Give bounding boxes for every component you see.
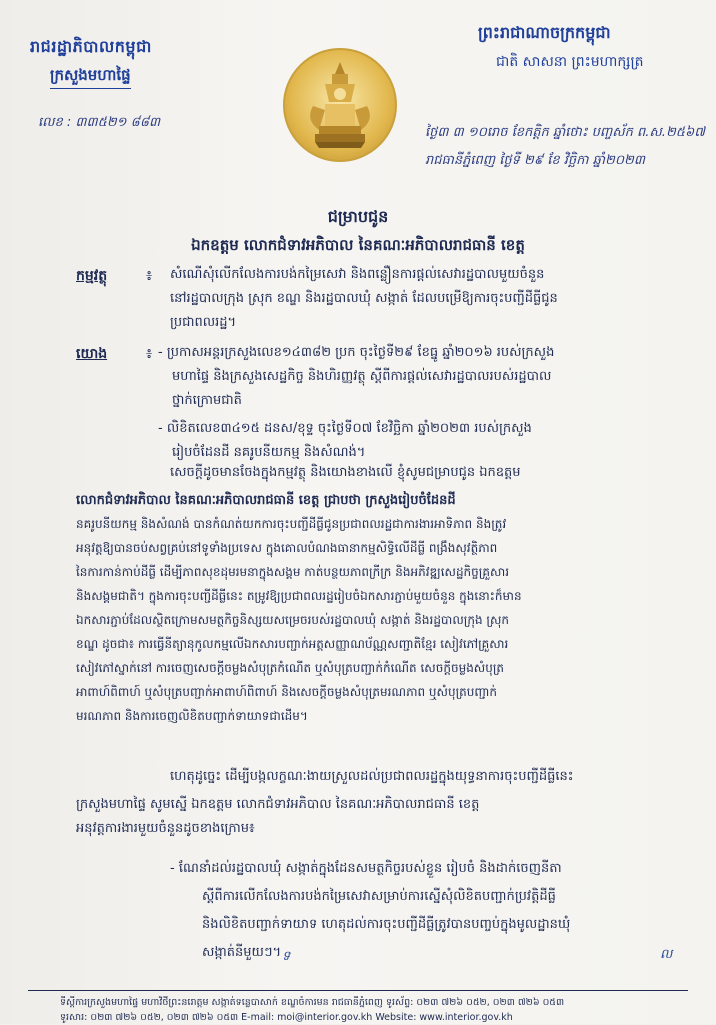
body-line: អនុវត្តឱ្យបានចប់សព្វគ្រប់នៅទូទាំងប្រទេស ក្នុងគោលបំណងធានាកម្មសិទ្ធិលើដីធ្លី ពង្រឹងសុវត្ថិភាព xyxy=(76,541,498,555)
body-line: នគរូបនីយកម្ម និងសំណង់ បានកំណត់យកការចុះបញ្ជីដីធ្លីជូនប្រជាពលរដ្ឋជាការងារអាទិភាព និងត្រូវ xyxy=(76,517,507,531)
reference-line: ថ្នាក់ក្រោមជាតិ xyxy=(172,393,242,408)
reference-number: លេខ : ៣៣៥២១ ៨៨៣ xyxy=(38,115,161,130)
body-line: នៃការកាន់កាប់ដីធ្លី ដើម្បីភាពសុខដុមរមនាក្នុងសង្គម កាត់បន្ថយភាពក្រីក្រ និងអភិវឌ្ឍសេដ្ឋកិច្ចគ្រួសារ xyxy=(76,565,510,579)
body-line: ហេតុដូច្នេះ ដើម្បីបង្កលក្ខណៈងាយស្រួលដល់ប្រជាពលរដ្ឋក្នុងយុទ្ធនាការចុះបញ្ជីដីធ្លីនេះ xyxy=(170,769,574,784)
subject-line: សំណើសុំលើកលែងការបង់កម្រៃសេវា និងពន្លឿនការផ្តល់សេវារដ្ឋបាលមួយចំនួន xyxy=(170,267,545,282)
bullet-line: សង្កាត់នីមួយៗ។ xyxy=(202,945,282,960)
government-name: រាជរដ្ឋាភិបាលកម្ពុជា xyxy=(30,37,152,56)
reference-line: - ប្រកាសអន្តរក្រសួងលេខ១៤៣៨២ ប្រក ចុះថ្ងៃទី២៩ ខែធ្នូ ឆ្នាំ២០១៦ របស់ក្រសួង xyxy=(158,345,555,360)
body-line: ក្រសួងមហាផ្ទៃ សូមស្នើ ឯកឧត្តម លោកជំទាវអភិបាល នៃគណៈអភិបាលរាជធានី ខេត្ត xyxy=(76,797,480,812)
body-line: និងសង្គមជាតិ។ ក្នុងការចុះបញ្ជីដីធ្លីនេះ តម្រូវឱ្យប្រជាពលរដ្ឋរៀបចំឯកសារភ្ជាប់មួយចំនួន ក្នុងនោះក៏មាន xyxy=(76,589,522,603)
body-line: សេចក្តីដូចមានចែងក្នុងកម្មវត្ថុ និងយោងខាងលើ ខ្ញុំសូមជម្រាបជូន ឯកឧត្តម xyxy=(170,465,521,480)
royal-emblem-icon xyxy=(285,50,395,160)
reference-line: រៀបចំដែនដី នគរូបនីយកម្ម និងសំណង់។ xyxy=(172,445,366,460)
ministry-name: ក្រសួងមហាផ្ទៃ xyxy=(50,66,131,89)
body-line: លោកជំទាវអភិបាល នៃគណៈអភិបាលរាជធានី ខេត្ត ជ្រាបថា ក្រសួងរៀបចំដែនដី xyxy=(76,493,456,508)
bullet-line: ស្តីពីការលើកលែងការបង់កម្រៃសេវាសម្រាប់ការស្នើសុំលិខិតបញ្ជាក់ប្រវត្តិដីធ្លី xyxy=(202,889,556,904)
subject-line: នៅរដ្ឋបាលក្រុង ស្រុក ខណ្ឌ និងរដ្ឋបាលឃុំ សង្កាត់ ដែលបម្រើឱ្យការចុះបញ្ជីដីធ្លីជូន xyxy=(170,291,558,306)
subject-line: ប្រជាពលរដ្ឋ។ xyxy=(170,315,237,330)
reference-label: យោង xyxy=(76,346,108,362)
footer-contact: ទូរសារ: ០២៣ ៧២៦ ០៥២, ០២៣ ៧២៦ ០៥៣ E-mail: moi@interior.gov.kh Website: www.interior.gov.kh xyxy=(60,1012,513,1023)
reference-colon: ៖ xyxy=(146,346,153,362)
national-motto: ជាតិ សាសនា ព្រះមហាក្សត្រ xyxy=(496,54,644,70)
body-line: អនុវត្តការងារមួយចំនួនដូចខាងក្រោម៖ xyxy=(76,821,255,836)
subject-label: កម្មវត្ថុ xyxy=(76,268,108,284)
footer-divider xyxy=(28,990,688,991)
body-line: ឯកសារភ្ជាប់ដែលស្ថិតក្រោមសមត្ថកិច្ចនិស្សយសម្រេចរបស់រដ្ឋបាលឃុំ សង្កាត់ និងរដ្ឋបាលក្រុង ស្រុក xyxy=(76,613,510,627)
footer-address: ទីស្តីការក្រសួងមហាផ្ទៃ មហាវិថីព្រះនរោត្តម សង្កាត់ទន្លេបាសាក់ ខណ្ឌចំការមន រាជធានីភ្នំពេញ ទូរស័ព្ទ: ០២៣ ៧២៦ ០៥២, ០២៣ ៧២៦ ០៥៣ xyxy=(60,997,565,1008)
bullet-line: - ណែនាំដល់រដ្ឋបាលឃុំ សង្កាត់ក្នុងដែនសមត្ថកិច្ចរបស់ខ្លួន រៀបចំ និងដាក់ចេញនីតា xyxy=(170,861,562,876)
bullet-line: និងលិខិតបញ្ជាក់ទាយាទ ហេតុដល់ការចុះបញ្ជីដីធ្លីត្រូវបានបញ្ចប់ក្នុងមូលដ្ឋានឃុំ xyxy=(202,917,571,932)
reference-line: - លិខិតលេខ៣៤១៥ ដនស/ខុទ្ទ ចុះថ្ងៃទី០៧ ខែវិច្ឆិកា ឆ្នាំ២០២៣ របស់ក្រសួង xyxy=(158,421,532,436)
solar-date: រាជធានីភ្នំពេញ ថ្ងៃទី ២៩ ខែ វិច្ឆិកា ឆ្នាំ២០២៣ xyxy=(425,153,645,168)
letter-title: ជម្រាបជូន xyxy=(327,207,389,226)
letter-recipient: ឯកឧត្តម លោកជំទាវអភិបាល នៃគណៈអភិបាលរាជធានី ខេត្ត xyxy=(191,236,525,254)
initial-mark: ល xyxy=(660,947,673,962)
kingdom-name: ព្រះរាជាណាចក្រកម្ពុជា xyxy=(478,23,611,42)
royal-emblem-seal xyxy=(283,48,397,162)
body-line: អាពាហ៍ពិពាហ៍ ឬសំបុត្របញ្ជាក់អាពាហ៍ពិពាហ៍ និងសេចក្តីចម្លងសំបុត្រមរណភាព ឬសំបុត្របញ្ជាក់ xyxy=(76,685,498,699)
subject-colon: ៖ xyxy=(146,268,153,284)
initial-mark: ទ xyxy=(282,949,291,964)
body-line: សៀវភៅស្នាក់នៅ ការចេញសេចក្តីចម្លងសំបុត្រកំណើត ឬសំបុត្របញ្ជាក់កំណើត សេចក្តីចម្លងសំបុត្រ xyxy=(76,661,505,675)
reference-line: មហាផ្ទៃ និងក្រសួងសេដ្ឋកិច្ច និងហិរញ្ញវត្ថុ ស្តីពីការផ្តល់សេវារដ្ឋបាលរបស់រដ្ឋបាល xyxy=(172,369,552,384)
lunar-date: ថ្ងៃ៣ ៣ ១០រោច ខែកត្តិក ឆ្នាំថោះ បញ្ចស័ក ព.ស.២៥៦៧ xyxy=(425,125,705,140)
body-line: ខណ្ឌ ដូចជា៖ ការធ្វើនីត្យានុកូលកម្មលើឯកសារបញ្ជាក់អត្តសញ្ញាណប័ណ្ណសញ្ជាតិខ្មែរ សៀវភៅគ្រួសារ xyxy=(76,637,509,651)
body-line: មរណភាព និងការចេញលិខិតបញ្ជាក់ទាយាទជាដើម។ xyxy=(76,709,308,723)
